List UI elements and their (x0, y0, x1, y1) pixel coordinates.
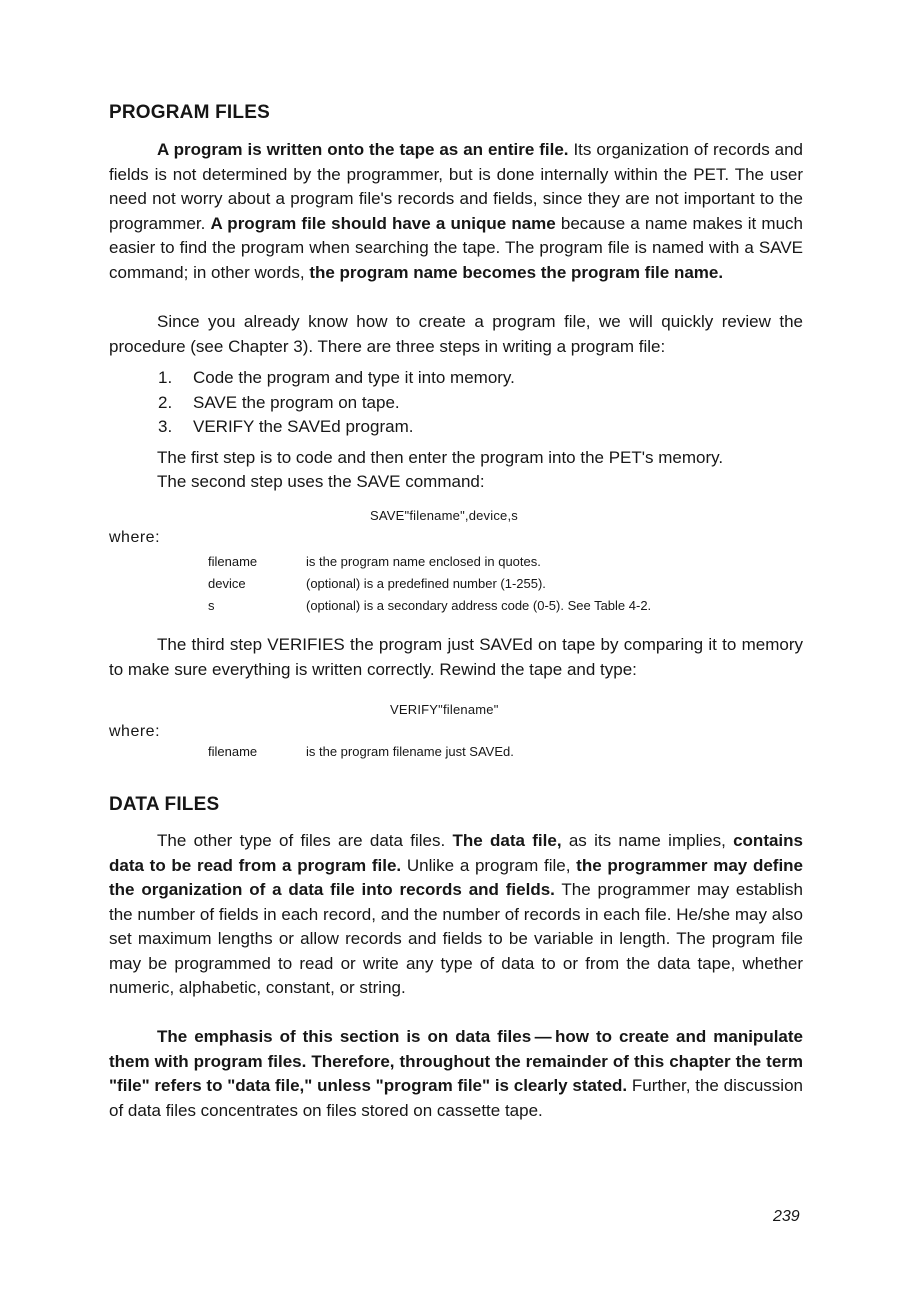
emphasis-text: the program name becomes the program file name. (309, 262, 724, 282)
list-item: device (optional) is a predefined number (1-255). (208, 575, 546, 591)
program-files-paragraph-4: The third step VERIFIES the program just SAVEd on tape by comparing it to memory to make sure everything is written correctly. Rewind the tape and type: (109, 635, 803, 679)
verify-command-syntax: VERIFY"filename" (390, 702, 499, 717)
program-files-paragraph-3-line-1: The first step is to code and then enter the program into the PET's memory. (157, 448, 724, 467)
data-files-paragraph-1 (109, 829, 803, 1001)
body-text: Its organization of records and fields is not determined by the programmer, but is done internally within the PET. The user need not worry about a program file's records and fields, since they are not important to the programmer. (109, 140, 803, 233)
body-text: Further, the discussion of data files concentrates on files stored on cassette tape. (109, 1076, 803, 1120)
data-files-paragraph-2 (109, 1025, 803, 1123)
list-item: filename is the program filename just SAVEd. (208, 743, 514, 759)
section-heading-program-files: PROGRAM FILES (109, 102, 270, 123)
emphasis-text: The emphasis of this section is on data files — how to create and manipulate them with program files. Therefore, throughout the remainder of this chapter the term "file" refers to "data file," unless "program file" is clearly stated. (109, 1027, 803, 1095)
program-files-paragraph-3-line-2: The second step uses the SAVE command: (157, 472, 485, 491)
program-files-paragraph-1 (109, 138, 803, 285)
program-files-paragraph-2: Since you already know how to create a program file, we will quickly review the procedure (see Chapter 3). There are three steps in writing a program file: (109, 312, 803, 356)
section-heading-data-files: DATA FILES (109, 794, 220, 815)
body-text: Unlike a program file, (401, 855, 577, 875)
emphasis-text: The data file, (452, 831, 562, 850)
list-item: filename is the program name enclosed in quotes. (208, 553, 541, 569)
page-number: 239 (773, 1208, 800, 1225)
emphasis-text: contains data to be read from a program file. (109, 831, 803, 875)
body-text: The programmer may establish the number of fields in each record, and the number of records in each file. He/she may also set maximum lengths or allow records and fields to be variable in length. The program file may be programmed to read or write any type of data to or from the data tape, whether numeric, alphabetic, constant, or string. (109, 880, 803, 997)
list-item: 2. SAVE the program on tape. (158, 392, 400, 412)
list-item: 3. VERIFY the SAVEd program. (158, 417, 414, 436)
steps-list (158, 366, 515, 440)
body-text: as its name implies, (561, 831, 734, 850)
emphasis-text: A program is written onto the tape as an entire file. (157, 140, 569, 159)
list-item: 1. Code the program and type it into memory. (158, 368, 515, 387)
emphasis-text: A program file should have a unique name (210, 213, 556, 233)
save-command-syntax: SAVE"filename",device,s (370, 508, 518, 523)
save-parameter-list (208, 550, 651, 616)
body-text: The other type of files are data files. (157, 831, 453, 850)
where-label: where: (109, 723, 161, 740)
verify-parameter-list (208, 740, 514, 762)
emphasis-text: the programmer may define the organization of a data file into records and fields. (109, 855, 804, 899)
body-text: because a name makes it much easier to find the program when searching the tape. The program file is named with a SAVE command; in other words, (109, 213, 803, 282)
list-item: s (optional) is a secondary address code (0-5). See Table 4-2. (208, 597, 652, 613)
where-label: where: (109, 529, 161, 546)
